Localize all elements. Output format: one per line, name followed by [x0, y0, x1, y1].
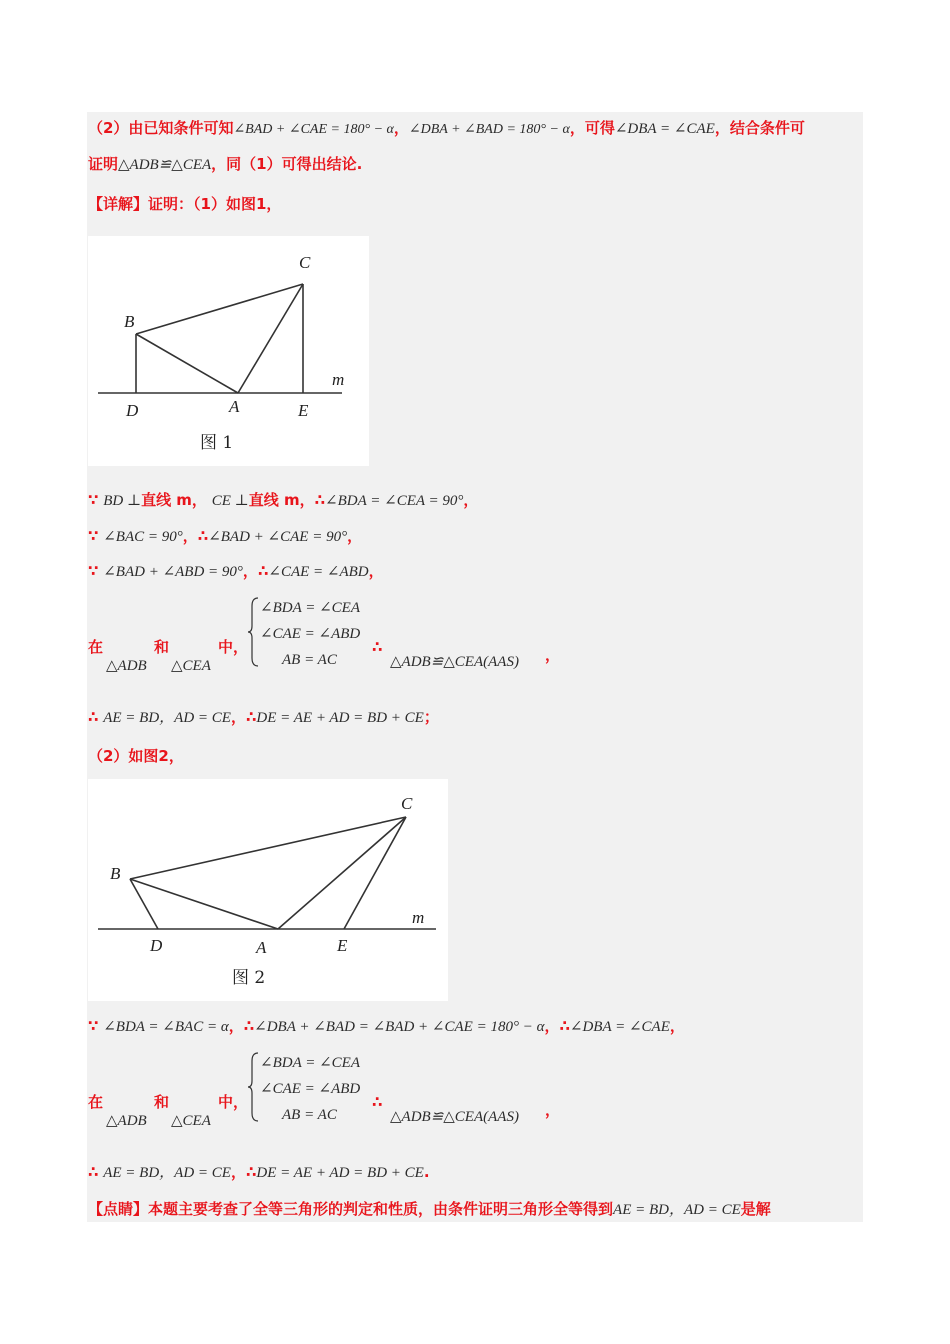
- step4-sep: ，: [230, 708, 246, 726]
- label-m: m: [332, 370, 345, 389]
- system1-conclusion: △ADB≌△CEA(AAS): [390, 654, 519, 670]
- step5-eq1: ∠BDA = ∠BAC = α: [103, 1019, 229, 1035]
- comment-text: 本题主要考查了全等三角形的判定和性质，由条件证明三角形全等得到: [148, 1200, 614, 1218]
- part2-text: （2）如图2，: [88, 747, 184, 765]
- step-1: [88, 490, 478, 511]
- system2-end: ，: [545, 1101, 561, 1119]
- system2-zai: 在: [88, 1093, 104, 1111]
- step-6: [88, 1162, 430, 1183]
- figure-2-caption: 图 2: [232, 968, 266, 988]
- figure-2: [88, 779, 448, 1001]
- comment-tag: 【点睛】: [88, 1200, 149, 1218]
- step-3: [88, 561, 384, 582]
- figure-1-caption: 图 1: [200, 433, 234, 453]
- step3-end: ，: [368, 562, 384, 580]
- detail-tag: 【详解】: [88, 195, 149, 213]
- system1-zhong: 中，: [218, 638, 249, 656]
- segment-BA: [136, 334, 238, 393]
- label-C: C: [401, 794, 413, 813]
- therefore-symbol: ∴: [314, 491, 326, 509]
- system1-brace: [246, 596, 260, 668]
- therefore-symbol: ∴: [243, 1017, 255, 1035]
- detail-line: [88, 194, 281, 214]
- therefore-symbol: ∴: [372, 638, 383, 656]
- system2-zhong: 中，: [218, 1093, 249, 1111]
- step5-sep: ，: [228, 1017, 244, 1035]
- label-D: D: [150, 936, 163, 955]
- step2-sep: ，: [182, 527, 198, 545]
- hint-line-1: [88, 118, 805, 140]
- step1-end: ，: [463, 491, 479, 509]
- therefore-symbol: ∴: [197, 527, 209, 545]
- system1-triangle-1: △ADB: [106, 658, 147, 674]
- label-C: C: [299, 253, 311, 272]
- step4-eq2: DE = AE + AD = BD + CE: [256, 710, 424, 726]
- step1-math-ce: CE ⊥: [211, 493, 249, 509]
- step3-eq1: ∠BAD + ∠ABD = 90°: [103, 564, 243, 580]
- label-E: E: [337, 936, 348, 955]
- hint-sep: ，: [393, 119, 409, 137]
- comment-eq: AE = BD，AD = CE: [613, 1202, 741, 1218]
- system1-triangle-2: △CEA: [171, 658, 211, 674]
- system1-zai: 在: [88, 638, 104, 656]
- detail-text: 证明：（1）如图1，: [148, 195, 282, 213]
- step-2: [88, 526, 362, 547]
- hint-math-4: △ADB≌△CEA: [118, 157, 212, 173]
- system2-row-2: ∠CAE = ∠ABD: [260, 1081, 361, 1097]
- figure-1-diagram: [88, 236, 369, 466]
- therefore-symbol-2: ∴: [245, 1163, 257, 1181]
- therefore-symbol: ∴: [88, 1163, 99, 1181]
- system2-conclusion: △ADB≌△CEA(AAS): [390, 1109, 519, 1125]
- therefore-symbol: ∴: [257, 562, 269, 580]
- hint-math-3: ∠DBA = ∠CAE: [614, 121, 715, 137]
- step1-eq: ∠BDA = ∠CEA = 90°: [325, 493, 464, 509]
- label-B: B: [110, 864, 121, 883]
- step-5: [88, 1016, 685, 1037]
- hint-text-4: 证明: [88, 155, 119, 173]
- system2-he: 和: [154, 1093, 170, 1111]
- hint-line-2: [88, 154, 362, 175]
- step1-math-bd: BD ⊥: [103, 493, 142, 509]
- label-B: B: [124, 312, 135, 331]
- system1-row-2: ∠CAE = ∠ABD: [260, 626, 361, 642]
- system1-row-3: AB = AC: [282, 652, 337, 668]
- therefore-symbol-2: ∴: [559, 1017, 570, 1035]
- step3-sep: ，: [242, 562, 258, 580]
- step6-eq1: AE = BD，AD = CE: [103, 1165, 231, 1181]
- label-m: m: [412, 908, 425, 927]
- segment-BA: [130, 879, 278, 929]
- segment-BC: [130, 817, 406, 879]
- step-4: [88, 707, 439, 728]
- step4-end: ；: [423, 708, 439, 726]
- step5-end: ，: [669, 1017, 685, 1035]
- label-D: D: [126, 401, 139, 420]
- step2-eq1: ∠BAC = 90°: [103, 529, 183, 545]
- step6-sep: ，: [230, 1163, 246, 1181]
- step5-eq3: ∠DBA = ∠CAE: [569, 1019, 670, 1035]
- because-symbol: ∵: [88, 1017, 99, 1035]
- step2-eq2: ∠BAD + ∠CAE = 90°: [208, 529, 348, 545]
- system2-triangle-2: △CEA: [171, 1113, 211, 1129]
- because-symbol: ∵: [88, 527, 99, 545]
- hint-text-3: ，结合条件可: [714, 119, 805, 137]
- step6-end: .: [423, 1163, 430, 1181]
- system1-row-1: ∠BDA = ∠CEA: [260, 600, 360, 616]
- segment-AC: [278, 817, 406, 929]
- therefore-symbol-2: ∴: [245, 708, 257, 726]
- hint-text-2: ，可得: [569, 119, 615, 137]
- comment-tail: 是解: [740, 1200, 771, 1218]
- therefore-symbol: ∴: [88, 708, 99, 726]
- hint-text: （2）由已知条件可知: [88, 119, 234, 137]
- because-symbol: ∵: [88, 562, 99, 580]
- system2-brace: [246, 1051, 260, 1123]
- step1-text-2: 直线 m，: [248, 491, 315, 509]
- figure-2-diagram: [88, 779, 448, 1001]
- label-A: A: [229, 397, 240, 416]
- system2-row-1: ∠BDA = ∠CEA: [260, 1055, 360, 1071]
- hint-math-1: ∠BAD + ∠CAE = 180° − α: [233, 122, 394, 137]
- figure-1: [88, 236, 369, 466]
- step4-eq1: AE = BD，AD = CE: [103, 710, 231, 726]
- step5-eq2: ∠DBA + ∠BAD = ∠BAD + ∠CAE = 180° − α: [254, 1019, 545, 1035]
- system2-triangle-1: △ADB: [106, 1113, 147, 1129]
- segment-EC: [344, 817, 406, 929]
- label-A: A: [256, 938, 267, 957]
- hint-text-5: ，同（1）可得出结论.: [211, 155, 363, 173]
- because-symbol: ∵: [88, 491, 99, 509]
- step5-sep-2: ，: [544, 1017, 560, 1035]
- step3-eq2: ∠CAE = ∠ABD: [268, 564, 369, 580]
- part-2-heading: [88, 746, 184, 766]
- hint-math-2: ∠DBA + ∠BAD = 180° − α: [408, 122, 570, 137]
- comment-line: [88, 1199, 771, 1220]
- step2-end: ，: [347, 527, 363, 545]
- therefore-symbol: ∴: [372, 1093, 383, 1111]
- step6-eq2: DE = AE + AD = BD + CE: [256, 1165, 424, 1181]
- label-E: E: [298, 401, 309, 420]
- system2-row-3: AB = AC: [282, 1107, 337, 1123]
- system1-end: ，: [545, 646, 561, 664]
- system1-he: 和: [154, 638, 170, 656]
- step1-text: 直线 m，: [141, 491, 207, 509]
